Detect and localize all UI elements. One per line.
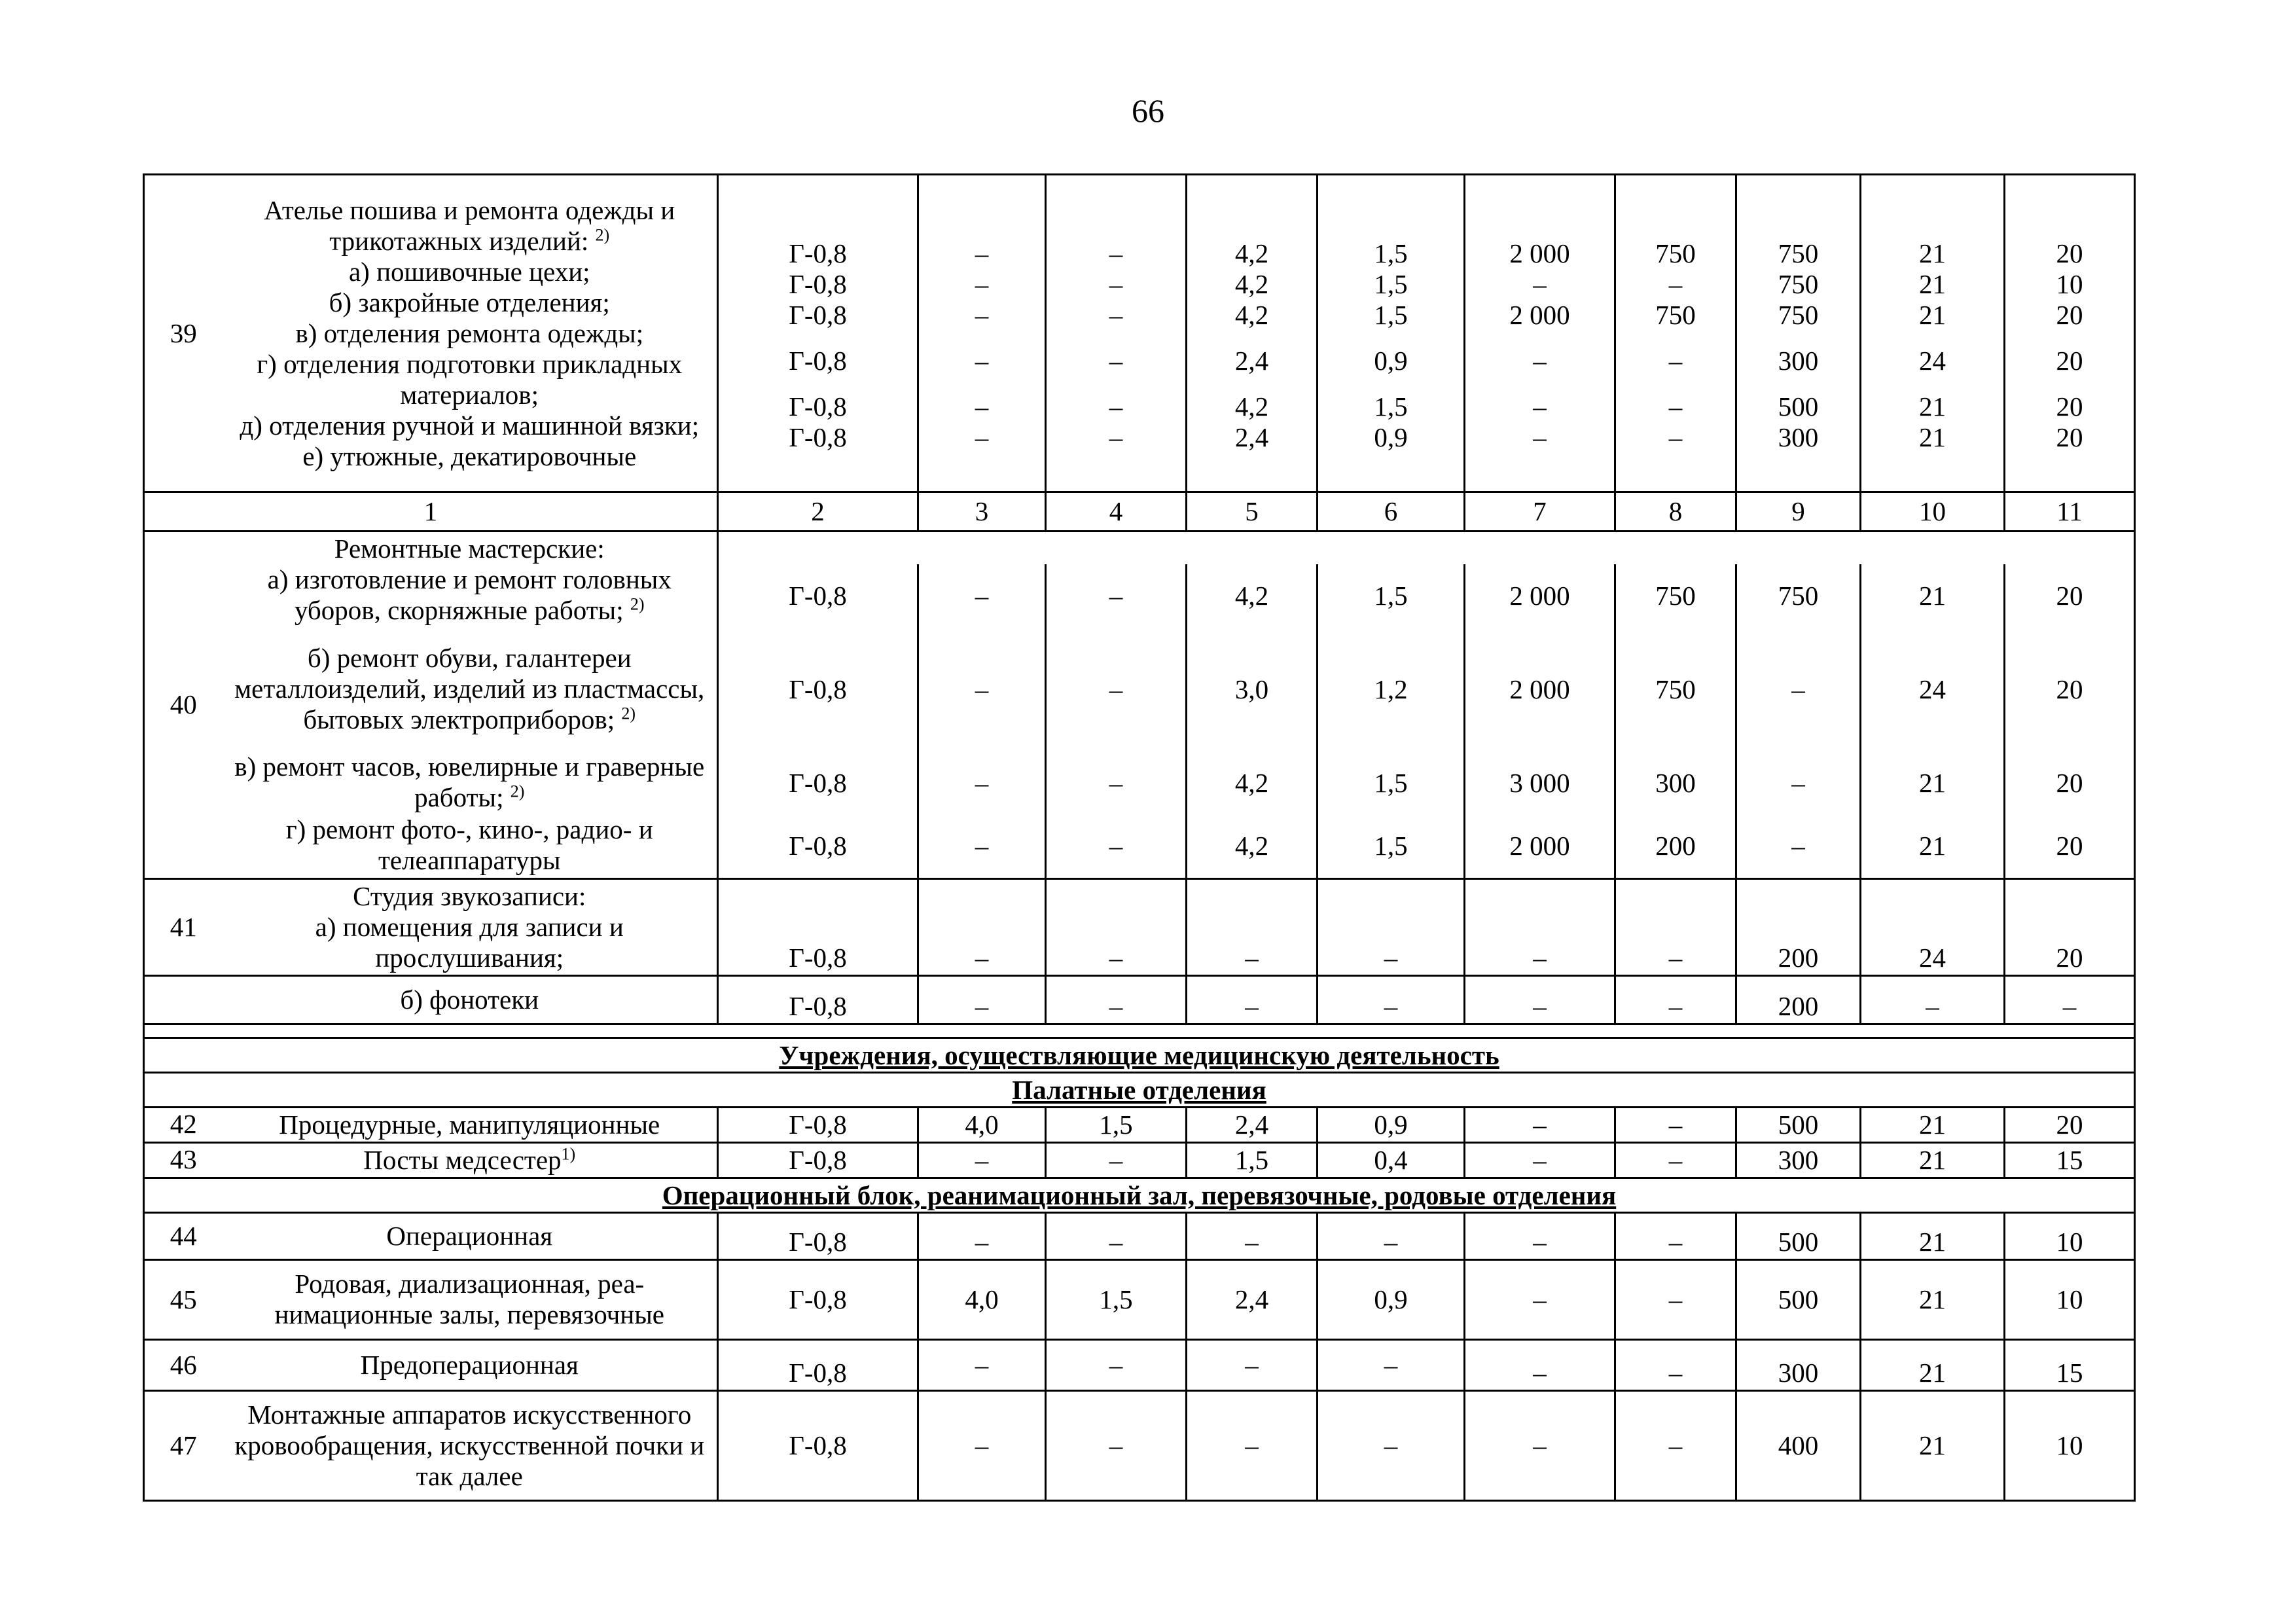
- cell-value: 1,5: [1374, 391, 1408, 422]
- cell-value: –: [1668, 391, 1683, 422]
- cell-value: –: [918, 878, 1046, 975]
- table-row-45: [144, 1259, 2135, 1339]
- cell-value: 750: [1778, 238, 1819, 268]
- sub-item-text: г) ремонт фото-, кино-, радио- и телеаппаратуры: [285, 814, 653, 876]
- cell-value: 20: [2005, 878, 2135, 975]
- column-number: 2: [718, 492, 918, 532]
- cell-value: 20: [2005, 814, 2135, 878]
- cell-value: –: [1046, 627, 1187, 751]
- footnote-ref: 2): [621, 703, 636, 723]
- cell-value: –: [975, 269, 989, 299]
- cell-value: 4,2: [1234, 238, 1269, 268]
- cell-value: 3 000: [1465, 751, 1615, 814]
- sub-row-40b: [144, 627, 2135, 751]
- cell-col-9: [1736, 175, 1861, 492]
- cell-value: –: [1046, 1212, 1187, 1259]
- column-number: 6: [1318, 492, 1465, 532]
- cell-value: Г-0,8: [789, 300, 847, 330]
- column-number: 11: [2005, 492, 2135, 532]
- cell-value: –: [1668, 346, 1683, 376]
- sub-item-label: е) утюжные, декатировочные: [302, 441, 637, 471]
- cell-value: 20: [2005, 564, 2135, 627]
- section-header-wards: [144, 1072, 2135, 1107]
- cell-value: –: [1109, 422, 1123, 452]
- row-number: 39: [144, 175, 223, 492]
- cell-value: 24: [1861, 878, 2005, 975]
- row-label: Операционная: [223, 1212, 718, 1259]
- cell-value: 10: [2056, 269, 2083, 299]
- cell-col-7: [1465, 175, 1615, 492]
- row-number: 42: [144, 1107, 223, 1142]
- cell-value: –: [1533, 346, 1547, 376]
- cell-value: –: [1615, 1107, 1736, 1142]
- empty-cell: [718, 532, 2135, 565]
- cell-value: Г-0,8: [718, 1390, 918, 1500]
- cell-value: Г-0,8: [718, 1142, 918, 1178]
- cell-value: 20: [2056, 391, 2083, 422]
- table-row-39: [144, 175, 2135, 492]
- cell-value: –: [1668, 422, 1683, 452]
- table-row-40: [144, 532, 2135, 565]
- cell-value: 10: [2005, 1259, 2135, 1339]
- column-number: 8: [1615, 492, 1736, 532]
- sub-item-label: г) отделения подготовки прикладных материалов;: [257, 348, 683, 410]
- cell-col-5: [1187, 175, 1318, 492]
- cell-value: 21: [1861, 1339, 2005, 1390]
- table-row-42: [144, 1107, 2135, 1142]
- cell-value: 21: [1861, 564, 2005, 627]
- cell-value: 400: [1736, 1390, 1861, 1500]
- cell-value: –: [1615, 878, 1736, 975]
- cell-value: Г-0,8: [718, 814, 918, 878]
- cell-value: 4,0: [918, 1259, 1046, 1339]
- cell-value: –: [1861, 975, 2005, 1024]
- cell-value: –: [1318, 1212, 1465, 1259]
- cell-value: 21: [1861, 1107, 2005, 1142]
- cell-value: –: [1318, 1339, 1465, 1390]
- cell-value: 4,2: [1234, 269, 1269, 299]
- cell-value: 1,5: [1046, 1259, 1187, 1339]
- lighting-norms-table: [143, 173, 2136, 1502]
- cell-value: Г-0,8: [789, 422, 847, 452]
- cell-value: 20: [2056, 238, 2083, 268]
- cell-value: –: [1465, 1339, 1615, 1390]
- cell-value: –: [1109, 238, 1123, 268]
- row-title: Студия звукозаписи:: [353, 880, 586, 911]
- sub-item-label: б) фонотеки: [223, 975, 718, 1024]
- cell-value: Г-0,8: [718, 1339, 918, 1390]
- cell-value: –: [1615, 1212, 1736, 1259]
- row-number: 43: [144, 1142, 223, 1178]
- cell-col-4: [1046, 175, 1187, 492]
- cell-value: 21: [1919, 422, 1946, 452]
- cell-value: –: [1109, 391, 1123, 422]
- cell-value: 20: [2056, 346, 2083, 376]
- cell-value: 1,5: [1374, 269, 1408, 299]
- cell-value: 4,2: [1234, 391, 1269, 422]
- cell-value: 750: [1655, 300, 1696, 330]
- sub-item-label: [223, 564, 718, 627]
- cell-value: 10: [2005, 1390, 2135, 1500]
- table-row-44: [144, 1212, 2135, 1259]
- cell-value: –: [1187, 1390, 1318, 1500]
- cell-value: –: [975, 238, 989, 268]
- row-number: 40: [144, 532, 223, 879]
- cell-value: 1,2: [1318, 627, 1465, 751]
- cell-value: Г-0,8: [718, 1212, 918, 1259]
- sub-item-label: [223, 814, 718, 878]
- cell-value: 1,5: [1318, 564, 1465, 627]
- cell-value: 0,9: [1318, 1259, 1465, 1339]
- cell-value: 21: [1861, 751, 2005, 814]
- cell-value: –: [1109, 346, 1123, 376]
- cell-value: 500: [1736, 1259, 1861, 1339]
- cell-value: –: [918, 627, 1046, 751]
- cell-value: –: [1615, 1390, 1736, 1500]
- cell-value: 21: [1861, 814, 2005, 878]
- cell-value: 2 000: [1465, 627, 1615, 751]
- cell-value: –: [918, 1212, 1046, 1259]
- cell-value: 750: [1655, 238, 1696, 268]
- cell-value: –: [1533, 422, 1547, 452]
- cell-value: –: [1615, 1259, 1736, 1339]
- cell-value: –: [1046, 878, 1187, 975]
- cell-value: 1,5: [1318, 814, 1465, 878]
- column-number: 4: [1046, 492, 1187, 532]
- sub-item-label: в) отделения ремонта одежды;: [295, 317, 644, 348]
- cell-value: 10: [2005, 1212, 2135, 1259]
- section-header-medical: [144, 1038, 2135, 1072]
- cell-value: 20: [2005, 1107, 2135, 1142]
- cell-value: –: [918, 1142, 1046, 1178]
- cell-value: –: [1318, 975, 1465, 1024]
- cell-value: 1,5: [1374, 238, 1408, 268]
- cell-value: 24: [1919, 346, 1946, 376]
- cell-value: –: [1736, 814, 1861, 878]
- cell-value: –: [1046, 564, 1187, 627]
- cell-value: –: [1465, 1259, 1615, 1339]
- cell-value: 21: [1861, 1212, 2005, 1259]
- row-label: [223, 1259, 718, 1339]
- cell-value: Г-0,8: [718, 1259, 918, 1339]
- sub-item-label: б) закройные отделения;: [329, 287, 610, 317]
- cell-value: –: [1533, 269, 1547, 299]
- row-label-line: Родовая, диализационная, реа-: [295, 1269, 645, 1299]
- column-number: 10: [1861, 492, 2005, 532]
- cell-value: 21: [1919, 269, 1946, 299]
- cell-col-11: [2005, 175, 2135, 492]
- section-title: Палатные отделения: [144, 1072, 2135, 1107]
- cell-value: 21: [1919, 391, 1946, 422]
- cell-value: Г-0,8: [718, 564, 918, 627]
- cell-value: 21: [1861, 1142, 2005, 1178]
- cell-value: –: [1465, 1107, 1615, 1142]
- table-row-46: [144, 1339, 2135, 1390]
- cell-value: 3,0: [1187, 627, 1318, 751]
- cell-col-3: [918, 175, 1046, 492]
- cell-value: –: [918, 564, 1046, 627]
- cell-value: 200: [1615, 814, 1736, 878]
- cell-value: 1,5: [1046, 1107, 1187, 1142]
- cell-col-10: [1861, 175, 2005, 492]
- cell-value: –: [1465, 1212, 1615, 1259]
- cell-value: Г-0,8: [789, 391, 847, 422]
- sub-item-label: [223, 751, 718, 814]
- cell-value: –: [1465, 1142, 1615, 1178]
- row-label: Предоперационная: [223, 1339, 718, 1390]
- cell-value: 4,2: [1187, 814, 1318, 878]
- cell-value: 0,9: [1374, 422, 1408, 452]
- cell-value: Г-0,8: [718, 975, 918, 1024]
- cell-value: 300: [1736, 1339, 1861, 1390]
- cell-value: 2,4: [1187, 1107, 1318, 1142]
- cell-value: –: [1615, 975, 1736, 1024]
- cell-value: –: [918, 1390, 1046, 1500]
- sub-row-40d: [144, 814, 2135, 878]
- sub-row-40c: [144, 751, 2135, 814]
- cell-value: –: [1668, 269, 1683, 299]
- cell-value: –: [1187, 1339, 1318, 1390]
- cell-value: –: [1046, 814, 1187, 878]
- row-number: 46: [144, 1339, 223, 1390]
- section-title: Учреждения, осуществляющие медицинскую деятельность: [144, 1038, 2135, 1072]
- footnote-ref: 2): [630, 594, 645, 614]
- cell-value: 2,4: [1234, 422, 1269, 452]
- sub-item-text: в) ремонт часов, ювелирные и граверные работы;: [234, 751, 705, 812]
- cell-value: 500: [1736, 1212, 1861, 1259]
- cell-value: –: [975, 391, 989, 422]
- sub-item-label: а) пошивочные цехи;: [348, 256, 590, 287]
- cell-value: 20: [2056, 422, 2083, 452]
- cell-value: –: [1736, 627, 1861, 751]
- cell-value: 300: [1778, 346, 1819, 376]
- cell-value: 0,4: [1318, 1142, 1465, 1178]
- cell-value: Г-0,8: [718, 751, 918, 814]
- cell-value: 4,0: [918, 1107, 1046, 1142]
- cell-value: 21: [1861, 1259, 2005, 1339]
- empty-cell: [144, 975, 223, 1024]
- cell-value: Г-0,8: [789, 269, 847, 299]
- cell-value: 20: [2056, 300, 2083, 330]
- cell-value: 24: [1861, 627, 2005, 751]
- cell-value: 20: [2005, 627, 2135, 751]
- cell-value: Г-0,8: [718, 627, 918, 751]
- table-row-41: [144, 878, 2135, 975]
- cell-value: 300: [1736, 1142, 1861, 1178]
- cell-value: 500: [1778, 391, 1819, 422]
- cell-value: 300: [1778, 422, 1819, 452]
- cell-value: –: [1615, 1142, 1736, 1178]
- cell-value: Г-0,8: [789, 238, 847, 268]
- row-number: 41: [144, 878, 223, 975]
- cell-value: Г-0,8: [789, 346, 847, 376]
- cell-value: 750: [1615, 627, 1736, 751]
- row-number: 45: [144, 1259, 223, 1339]
- row-title: Ателье пошива и ремонта одежды и трикотажных изделий:: [264, 194, 675, 256]
- column-number: 3: [918, 492, 1046, 532]
- cell-value: –: [1615, 1339, 1736, 1390]
- footnote-ref: 2): [510, 782, 525, 801]
- cell-value: 21: [1861, 1390, 2005, 1500]
- column-number: 9: [1736, 492, 1861, 532]
- cell-value: 2 000: [1509, 238, 1570, 268]
- page-number: 66: [1132, 92, 1164, 129]
- cell-value: –: [918, 975, 1046, 1024]
- cell-value: Г-0,8: [718, 878, 918, 975]
- cell-value: 750: [1736, 564, 1861, 627]
- cell-value: –: [1109, 269, 1123, 299]
- cell-value: 2,4: [1187, 1259, 1318, 1339]
- row-label-line: нимационные залы, перевязочные: [274, 1299, 664, 1329]
- cell-value: 750: [1778, 269, 1819, 299]
- cell-value: –: [1318, 878, 1465, 975]
- cell-value: –: [1187, 878, 1318, 975]
- cell-value: 2 000: [1465, 564, 1615, 627]
- cell-value: 21: [1919, 238, 1946, 268]
- cell-value: 2 000: [1465, 814, 1615, 878]
- cell-value: –: [1318, 1390, 1465, 1500]
- cell-value: 4,2: [1234, 300, 1269, 330]
- cell-value: –: [2005, 975, 2135, 1024]
- cell-value: 2,4: [1234, 346, 1269, 376]
- footnote-ref: 2): [595, 225, 610, 244]
- cell-value: 1,5: [1187, 1142, 1318, 1178]
- column-number-row: [144, 492, 2135, 532]
- cell-value: –: [1533, 391, 1547, 422]
- cell-value: 4,2: [1187, 751, 1318, 814]
- cell-value: –: [1046, 1390, 1187, 1500]
- cell-value: 15: [2005, 1142, 2135, 1178]
- cell-value: 1,5: [1374, 300, 1408, 330]
- sub-item-text: а) изготовление и ремонт головных уборов, скорняжные работы;: [267, 564, 672, 625]
- sub-row-41b: [144, 975, 2135, 1024]
- sub-item-label: а) помещения для записи и прослушивания;: [315, 911, 624, 973]
- cell-value: 750: [1615, 564, 1736, 627]
- cell-value: Г-0,8: [718, 1107, 918, 1142]
- sub-item-text: б) ремонт обуви, галантереи металлоизделий, изделий из пластмассы, бытовых электроприборов;: [234, 642, 705, 734]
- section-header-operating: [144, 1178, 2135, 1212]
- cell-value: –: [918, 814, 1046, 878]
- cell-value: 750: [1778, 300, 1819, 330]
- cell-value: –: [1187, 1212, 1318, 1259]
- empty-cell: [144, 1024, 2135, 1038]
- cell-value: 2 000: [1509, 300, 1570, 330]
- cell-col-8: [1615, 175, 1736, 492]
- row-title: Ремонтные мастерские:: [223, 532, 718, 565]
- row-label: Процедурные, манипуляционные: [223, 1107, 718, 1142]
- sub-item-label: д) отделения ручной и машинной вязки;: [240, 410, 700, 441]
- cell-value: –: [1736, 751, 1861, 814]
- cell-value: 21: [1919, 300, 1946, 330]
- row-label: Монтажные аппаратов искусственного кровообращения, искусственной почки и так далее: [223, 1390, 718, 1500]
- row-name: [223, 175, 718, 492]
- section-gap: [144, 1024, 2135, 1038]
- column-number: 1: [144, 492, 718, 532]
- cell-value: –: [1187, 975, 1318, 1024]
- cell-value: 200: [1736, 975, 1861, 1024]
- cell-value: –: [1046, 751, 1187, 814]
- cell-value: 4,2: [1187, 564, 1318, 627]
- cell-value: 300: [1615, 751, 1736, 814]
- cell-value: –: [975, 346, 989, 376]
- cell-value: –: [1046, 975, 1187, 1024]
- cell-value: –: [918, 1339, 1046, 1390]
- cell-value: 0,9: [1318, 1107, 1465, 1142]
- row-name: [223, 878, 718, 975]
- footnote-ref: 1): [561, 1144, 576, 1163]
- row-label: [223, 1142, 718, 1178]
- row-label-text: Посты медсестер: [363, 1144, 562, 1175]
- section-title: Операционный блок, реанимационный зал, перевязочные, родовые отделения: [144, 1178, 2135, 1212]
- cell-value: 0,9: [1374, 346, 1408, 376]
- sub-row-40a: [144, 564, 2135, 627]
- cell-value: 500: [1736, 1107, 1861, 1142]
- cell-value: –: [1046, 1339, 1187, 1390]
- cell-value: –: [1465, 878, 1615, 975]
- sub-item-label: [223, 627, 718, 751]
- column-number: 5: [1187, 492, 1318, 532]
- cell-value: 1,5: [1318, 751, 1465, 814]
- cell-col-2: [718, 175, 918, 492]
- cell-col-6: [1318, 175, 1465, 492]
- cell-value: –: [975, 300, 989, 330]
- cell-value: 200: [1736, 878, 1861, 975]
- cell-value: –: [975, 422, 989, 452]
- row-number: 44: [144, 1212, 223, 1259]
- column-number: 7: [1465, 492, 1615, 532]
- cell-value: –: [1465, 1390, 1615, 1500]
- cell-value: 20: [2005, 751, 2135, 814]
- table-row-43: [144, 1142, 2135, 1178]
- cell-value: –: [1046, 1142, 1187, 1178]
- cell-value: –: [1465, 975, 1615, 1024]
- table-row-47: [144, 1390, 2135, 1500]
- row-number: 47: [144, 1390, 223, 1500]
- cell-value: –: [1109, 300, 1123, 330]
- cell-value: 15: [2005, 1339, 2135, 1390]
- cell-value: –: [918, 751, 1046, 814]
